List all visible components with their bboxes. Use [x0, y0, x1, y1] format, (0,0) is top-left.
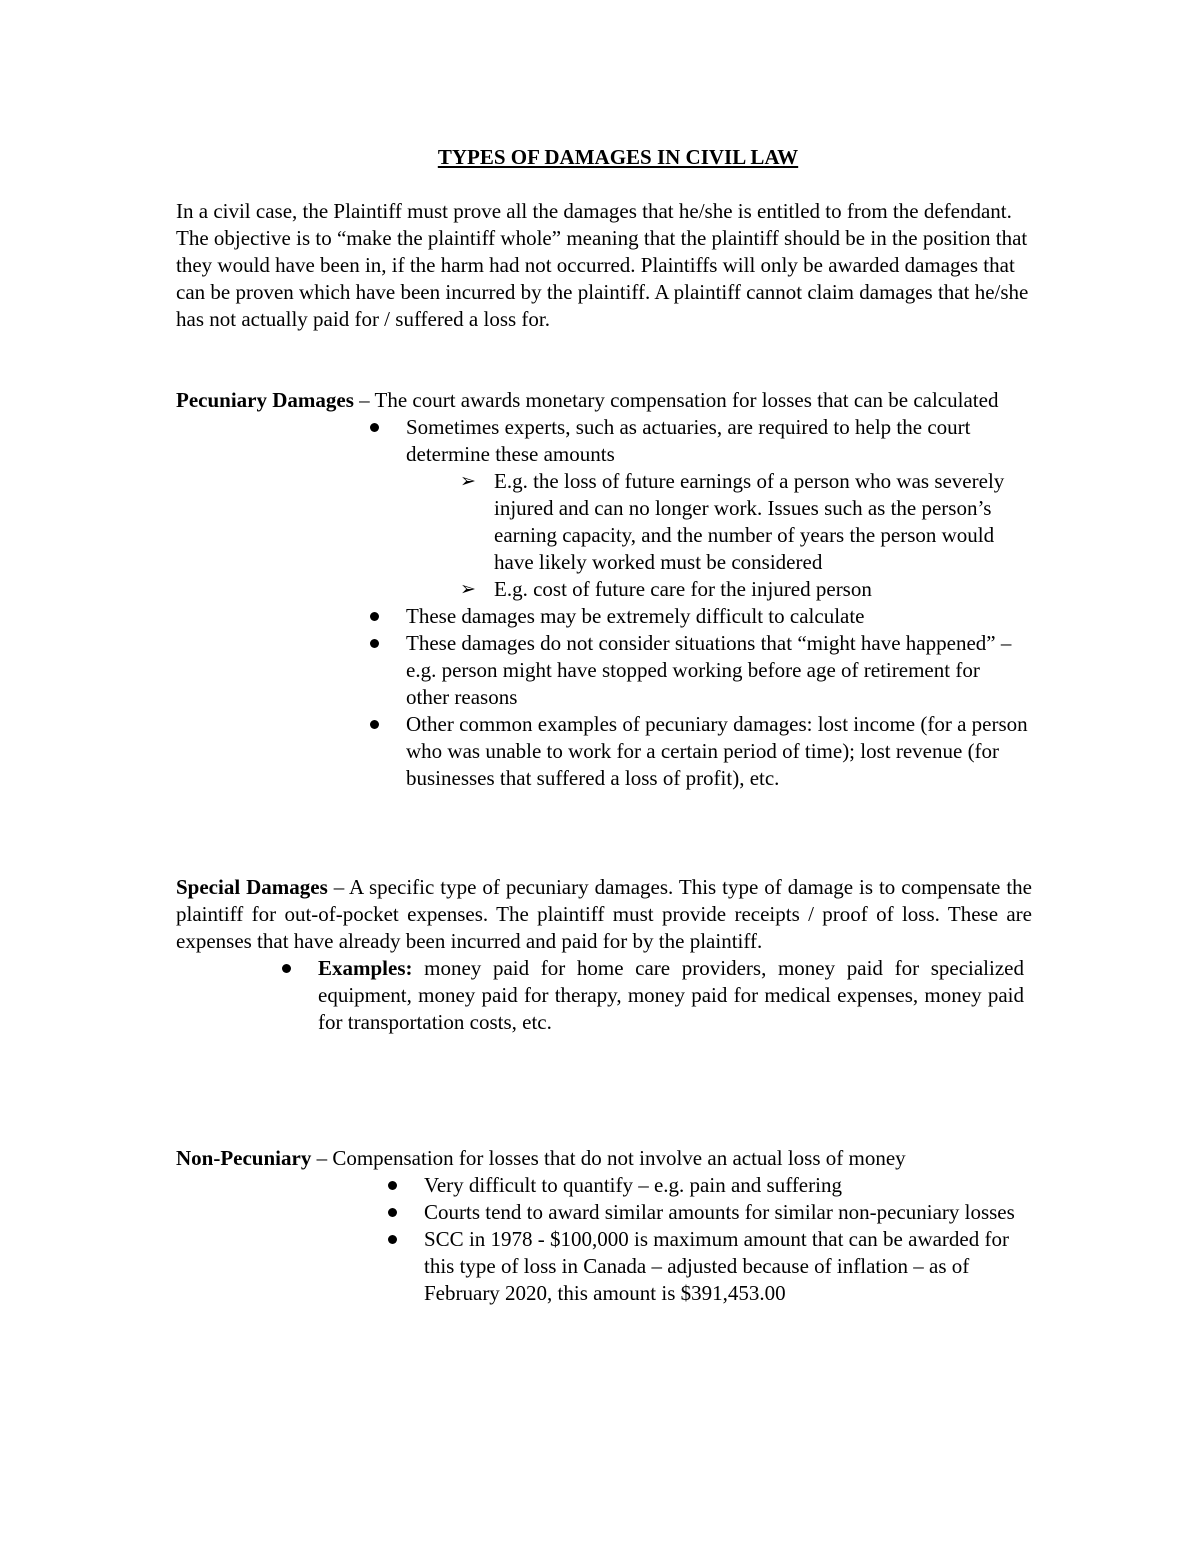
sub-list-item-text: E.g. the loss of future earnings of a person who was severely injured and can no longer work. Issues such as the person’s earning capacity, and the number of years the person would have likely worked must be considered	[494, 469, 1005, 574]
list-item	[424, 1199, 1028, 1226]
bullet-icon	[388, 1208, 397, 1217]
special-heading: Special Damages	[176, 875, 328, 899]
pecuniary-heading: Pecuniary Damages	[176, 388, 354, 412]
intro-paragraph	[176, 198, 1032, 333]
sub-list-item-text: E.g. cost of future care for the injured person	[494, 577, 872, 601]
examples-label: Examples:	[318, 956, 413, 980]
pecuniary-section	[176, 387, 1032, 792]
pecuniary-bullet-list	[176, 414, 1032, 792]
non-pecuniary-bullet-list	[176, 1172, 1032, 1307]
list-item-text: Other common examples of pecuniary damages: lost income (for a person who was unable to work for a certain period of time); lost revenue (for businesses that suffered a loss of profit), etc.	[406, 712, 1028, 790]
list-item	[406, 711, 1028, 792]
document-title: TYPES OF DAMAGES IN CIVIL LAW	[437, 145, 799, 169]
special-text: – A specific type of pecuniary damages. This type of damage is to compensate the plaintiff for out-of-pocket expenses. The plaintiff must provide receipts / proof of loss. These are expenses that have already been incurred and paid for by the plaintiff.	[176, 875, 1032, 953]
special-bullet-list	[176, 955, 1032, 1036]
examples-text: money paid for home care providers, money paid for specialized equipment, money paid for therapy, money paid for medical expenses, money paid for transportation costs, etc.	[318, 956, 1024, 1034]
intro-text: In a civil case, the Plaintiff must prove all the damages that he/she is entitled to from the defendant. The objective is to “make the plaintiff whole” meaning that the plaintiff should be in the position that they would have been in, if the harm had not occurred. Plaintiffs will only be awarded damages that can be proven which have been incurred by the plaintiff. A plaintiff cannot claim damages that he/she has not actually paid for / suffered a loss for.	[176, 199, 1029, 331]
list-item-text: SCC in 1978 - $100,000 is maximum amount that can be awarded for this type of loss in Canada – adjusted because of inflation – as of February 2020, this amount is $391,453.00	[424, 1227, 1009, 1305]
bullet-icon	[282, 964, 291, 973]
bullet-icon	[370, 639, 379, 648]
bullet-icon	[370, 423, 379, 432]
bullet-icon	[388, 1235, 397, 1244]
list-item	[424, 1172, 1028, 1199]
bullet-icon	[370, 720, 379, 729]
bullet-icon	[370, 612, 379, 621]
pecuniary-paragraph	[176, 387, 1032, 414]
list-item-text: These damages do not consider situations that “might have happened” – e.g. person might have stopped working before age of retirement for other reasons	[406, 631, 1012, 709]
list-item-text: Sometimes experts, such as actuaries, are required to help the court determine these amounts	[406, 415, 971, 466]
bullet-icon	[388, 1181, 397, 1190]
pecuniary-text: – The court awards monetary compensation for losses that can be calculated	[353, 388, 999, 412]
special-section	[176, 874, 1032, 1036]
list-item-text: These damages may be extremely difficult to calculate	[406, 604, 865, 628]
list-item-text: Courts tend to award similar amounts for similar non-pecuniary losses	[424, 1200, 1015, 1224]
sub-list-item	[460, 576, 1034, 603]
list-item	[424, 1226, 1028, 1307]
non-pecuniary-heading: Non-Pecuniary	[176, 1146, 312, 1170]
list-item	[406, 414, 1028, 468]
list-item	[406, 630, 1028, 711]
list-item	[406, 603, 1028, 630]
arrow-bullet-icon: ➢	[460, 579, 476, 600]
arrow-bullet-icon: ➢	[460, 471, 476, 492]
list-item	[318, 955, 1024, 1036]
non-pecuniary-paragraph	[176, 1145, 1032, 1172]
sub-list-item	[460, 468, 1034, 576]
special-paragraph	[176, 874, 1032, 955]
non-pecuniary-section	[176, 1145, 1032, 1307]
non-pecuniary-text: – Compensation for losses that do not involve an actual loss of money	[311, 1146, 906, 1170]
list-item-text: Very difficult to quantify – e.g. pain and suffering	[424, 1173, 842, 1197]
